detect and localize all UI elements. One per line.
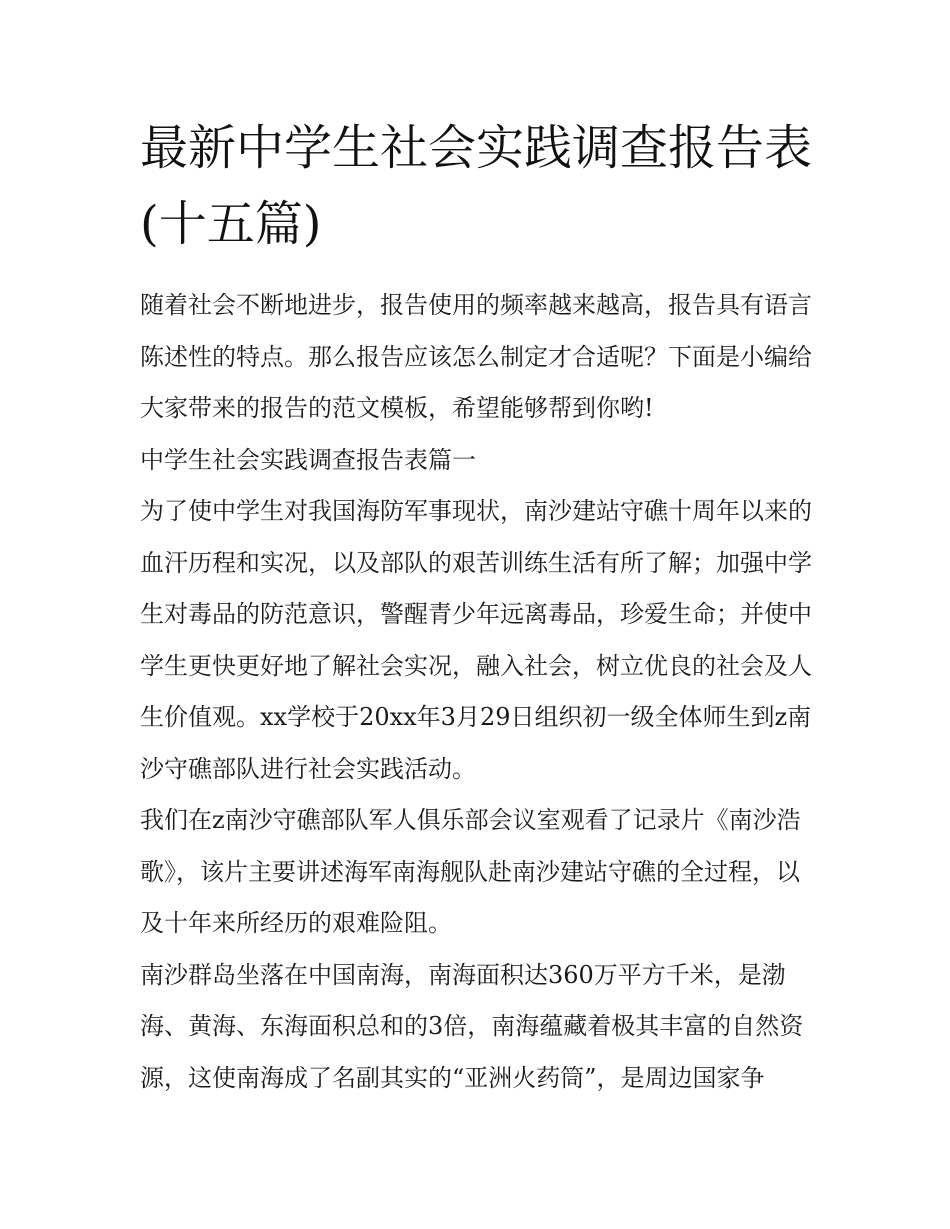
document-body: [140, 280, 820, 1104]
body-paragraph: 南沙群岛坐落在中国南海，南海面积达360万平方千米，是渤海、黄海、东海面积总和的3倍，南海蕴藏着极其丰富的自然资源，这使南海成了名副其实的“亚洲火药筒”，是周边国家争: [140, 960, 804, 1092]
document-title: 最新中学生社会实践调查报告表(十五篇): [140, 120, 813, 252]
intro-paragraph: 随着社会不断地进步，报告使用的频率越来越高，报告具有语言陈述性的特点。那么报告应该怎么制定才合适呢？下面是小编给大家带来的报告的范文模板，希望能够帮到你哟!: [140, 291, 812, 422]
body-paragraph: 为了使中学生对我国海防军事现状，南沙建站守礁十周年以来的血汗历程和实况，以及部队的艰苦训练生活有所了解；加强中学生对毒品的防范意识，警醒青少年远离毒品，珍爱生命；并使中学生更快更好地了解社会实况，融入社会，树立优良的社会及人生价值观。xx学校于20xx年3月29日组织初一级全体师生到z南沙守礁部队进行社会实践活动。: [140, 497, 812, 783]
body-paragraph: 我们在z南沙守礁部队军人俱乐部会议室观看了记录片《南沙浩歌》，该片主要讲述海军南海舰队赴南沙建站守礁的全过程，以及十年来所经历的艰难险阻。: [140, 806, 801, 937]
section-heading: 中学生社会实践调查报告表篇一: [140, 445, 476, 474]
